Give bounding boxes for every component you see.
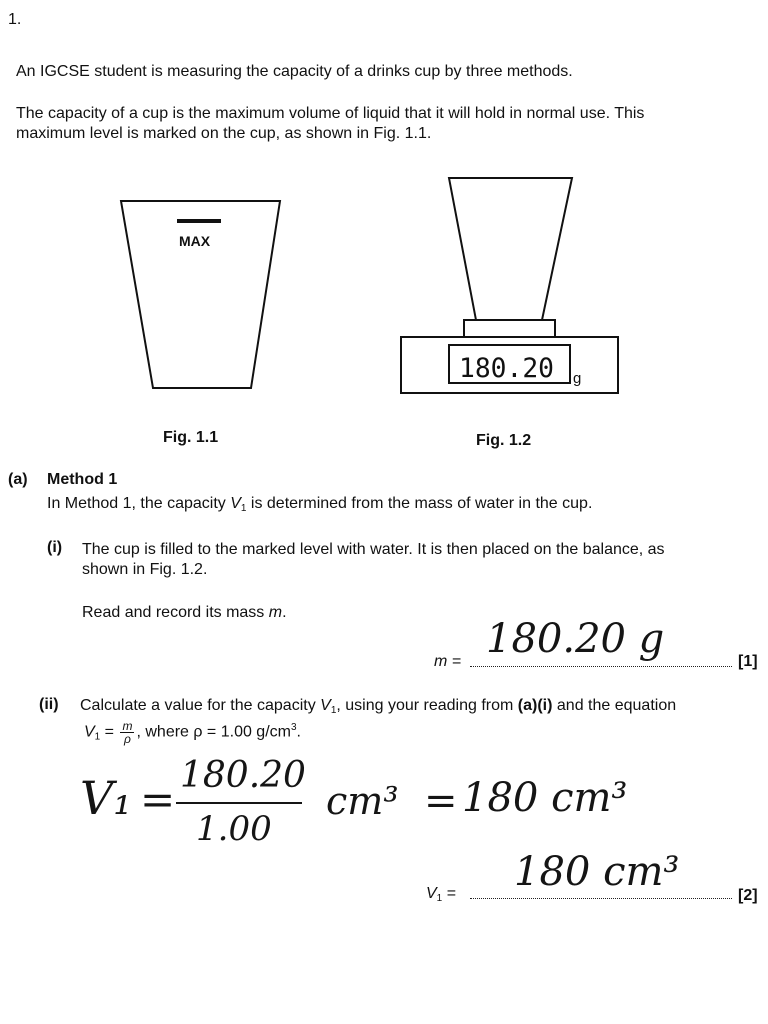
capacity-text-line1: The capacity of a cup is the maximum volume of liquid that it will hold in normal use. This [16, 105, 645, 122]
fig12-caption: Fig. 1.2 [476, 432, 532, 449]
working-lhs: V₁ [80, 771, 132, 825]
balance-unit: g [573, 370, 582, 387]
balance-pan [464, 320, 555, 337]
part-ii-marks: [2] [738, 887, 758, 904]
part-i-marks: [1] [738, 653, 758, 670]
part-i-instruction: Read and record its mass m. [82, 604, 287, 621]
part-ii-equation: $V_1$ = $\frac{m}{\rho}$ , where ρ = 1.00 $g/cm^3$. [84, 718, 301, 746]
part-i-label: (i) [47, 539, 63, 556]
part-ii-line1: Calculate a value for the capacity $V_1$, using your reading from (a)(i) and the equation [80, 697, 677, 716]
capacity-text-line2: maximum level is marked on the cup, as shown in Fig. 1.1. [16, 125, 432, 142]
figures [0, 0, 768, 460]
max-label: MAX [179, 233, 211, 249]
max-level-mark [177, 219, 221, 223]
fig11-cup [121, 201, 280, 388]
fig12-balance [401, 178, 618, 393]
capacity-answer-line [470, 898, 732, 899]
cup-on-balance [449, 178, 572, 320]
part-a-description: In Method 1, the capacity $V_1$ is determined from the mass of water in the cup. [47, 495, 593, 514]
working-equals-2: = [424, 778, 458, 824]
question-number: 1. [8, 11, 22, 28]
part-ii-label: (ii) [39, 696, 59, 713]
fig11-caption: Fig. 1.1 [163, 429, 219, 446]
working-equals-1: = [140, 775, 176, 824]
balance-reading: 180.20 [459, 353, 554, 384]
capacity-answer-label: $V_1$ = [426, 885, 457, 904]
working-unit-1: cm³ [326, 779, 399, 823]
part-i-line1: The cup is filled to the marked level with water. It is then placed on the balance, as [82, 541, 665, 558]
part-i-line2: shown in Fig. 1.2. [82, 561, 208, 578]
working-fraction-bar [176, 802, 302, 804]
mass-answer-label: m = [434, 653, 462, 670]
working-result: 180 cm³ [462, 775, 628, 821]
part-a-label: (a) [8, 471, 28, 488]
working-denominator: 1.00 [196, 809, 272, 849]
mass-answer-handwritten: 180.20 g [486, 616, 665, 662]
intro-text: An IGCSE student is measuring the capacity of a drinks cup by three methods. [16, 63, 573, 80]
mass-answer-line [470, 666, 732, 667]
part-a-heading: Method 1 [47, 471, 118, 488]
working-numerator: 180.20 [180, 755, 306, 796]
capacity-answer-handwritten: 180 cm³ [514, 849, 680, 895]
